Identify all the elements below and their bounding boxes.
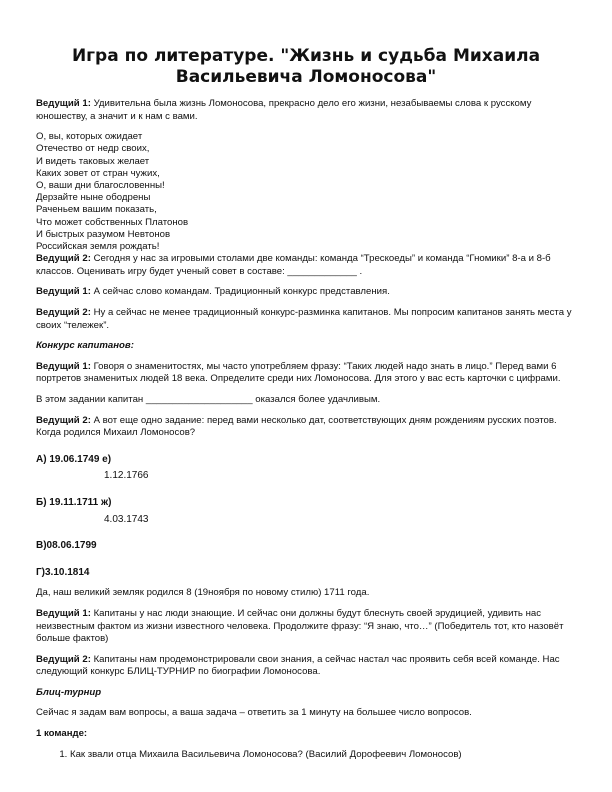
- question-list: [36, 749, 576, 762]
- paragraph-facts: [36, 608, 576, 646]
- document-page: [36, 40, 576, 761]
- option-g: Г)3.10.1814: [36, 566, 90, 578]
- paragraph-teams: [36, 253, 576, 278]
- team-1-heading: 1 команде:: [36, 728, 88, 740]
- option-e: 1.12.1766: [104, 470, 149, 482]
- paragraph-text: Ну а сейчас не менее традиционный конкурс-разминка капитанов. Мы попросим капитанов занять места у своих “тележек”.: [36, 307, 572, 331]
- poem-line: Дерзайте ныне ободрены: [36, 192, 151, 204]
- paragraph-text: А сейчас слово командам. Традиционный конкурс представления.: [90, 286, 390, 298]
- paragraph-blitz-rules: Сейчас я задам вам вопросы, а ваша задача – ответить за 1 минуту на большее число вопросов.: [36, 707, 472, 719]
- paragraph-text: А вот еще одно задание: перед вами несколько дат, соответствующих дням рождениям русских поэтов. Когда родился Михаил Ломоносов?: [36, 414, 557, 439]
- paragraph-text: Удивительна была жизнь Ломоносова, прекрасно дело его жизни, незабываемы слова к русскому юношеству, а значит и к нам с вами.: [36, 98, 532, 122]
- speaker-label: Ведущий 2:: [36, 307, 91, 318]
- poem-line: Каких зовет от стран чужих,: [36, 167, 160, 179]
- poem-line: Раченьем вашим показать,: [36, 204, 157, 216]
- speaker-label: Ведущий 1:: [36, 98, 91, 109]
- paragraph-text: Сегодня у нас за игровыми столами две команды: команда “Трескоеды” и команда “Гномики” 8-а и 8-б классов. Оценивать игру будет ученый совет в составе: _____________ .: [36, 253, 551, 277]
- speaker-label: Ведущий 1:: [36, 360, 91, 372]
- speaker-label: Ведущий 2:: [36, 414, 91, 426]
- option-zh: 4.03.1743: [104, 513, 149, 525]
- title-line-2: Васильевича Ломоносова": [175, 67, 437, 87]
- poem: [36, 131, 576, 253]
- option-v: В)08.06.1799: [36, 540, 97, 552]
- paragraph-birth: Да, наш великий земляк родился 8 (19ноября по новому стилю) 1711 года.: [36, 587, 370, 599]
- paragraph-presentation: [36, 286, 576, 299]
- poem-line: И видеть таковых желает: [36, 155, 150, 167]
- list-item: 1. Как звали отца Михаила Васильевича Ломоносова? (Василий Дорофеевич Ломоносов): [70, 749, 576, 762]
- paragraph-intro: [36, 98, 576, 123]
- paragraph-blitz-intro: [36, 654, 576, 679]
- option-a: А) 19.06.1749 е): [36, 453, 112, 465]
- paragraph-text: Говоря о знаменитостях, мы часто употребляем фразу: “Таких людей надо знать в лицо.” Перед вами 6 портретов знаменитых людей 18 века. Определите среди них Ломоносова. Для этого у вас есть карточки с цифрами.: [36, 360, 561, 385]
- option-b: Б) 19.11.1711 ж): [36, 496, 112, 508]
- page-title: [36, 46, 576, 88]
- speaker-label: Ведущий 2:: [36, 653, 91, 665]
- poem-line: Российская земля рождать!: [36, 241, 160, 253]
- paragraph-captain-result: В этом задании капитан ____________________ оказался более удачливым.: [36, 393, 381, 405]
- poem-line: О, вы, которых ожидает: [36, 131, 143, 143]
- paragraph-portraits: [36, 361, 576, 386]
- section-heading-blitz: Блиц-турнир: [36, 686, 102, 698]
- poem-line: Отечество от недр своих,: [36, 143, 150, 155]
- speaker-label: Ведущий 2:: [36, 253, 91, 265]
- paragraph-text: Капитаны нам продемонстрировали свои знания, а сейчас настал час проявить себя всей команде. Нас следующий конкурс БЛИЦ-ТУРНИР по биографии Ломоносова.: [36, 653, 560, 678]
- speaker-label: Ведущий 1:: [36, 286, 91, 298]
- section-heading-captains: Конкурс капитанов:: [36, 340, 134, 352]
- poem-line: Что может собственных Платонов: [36, 216, 189, 228]
- paragraph-text: Капитаны у нас люди знающие. И сейчас они должны будут блеснуть своей эрудицией, удивить нас неизвестным фактом из жизни известного человека. Продолжите фразу: “Я знаю, что…” (Победитель тот, кто назовёт больше фактов): [36, 607, 564, 645]
- speaker-label: Ведущий 1:: [36, 607, 91, 619]
- paragraph-warmup: [36, 307, 576, 332]
- poem-line: О, ваши дни благословенны!: [36, 180, 165, 191]
- title-line-1: Игра по литературе. "Жизнь и судьба Михаила: [71, 46, 541, 66]
- paragraph-dates-task: [36, 415, 576, 440]
- poem-line: И быстрых разумом Невтонов: [36, 228, 171, 240]
